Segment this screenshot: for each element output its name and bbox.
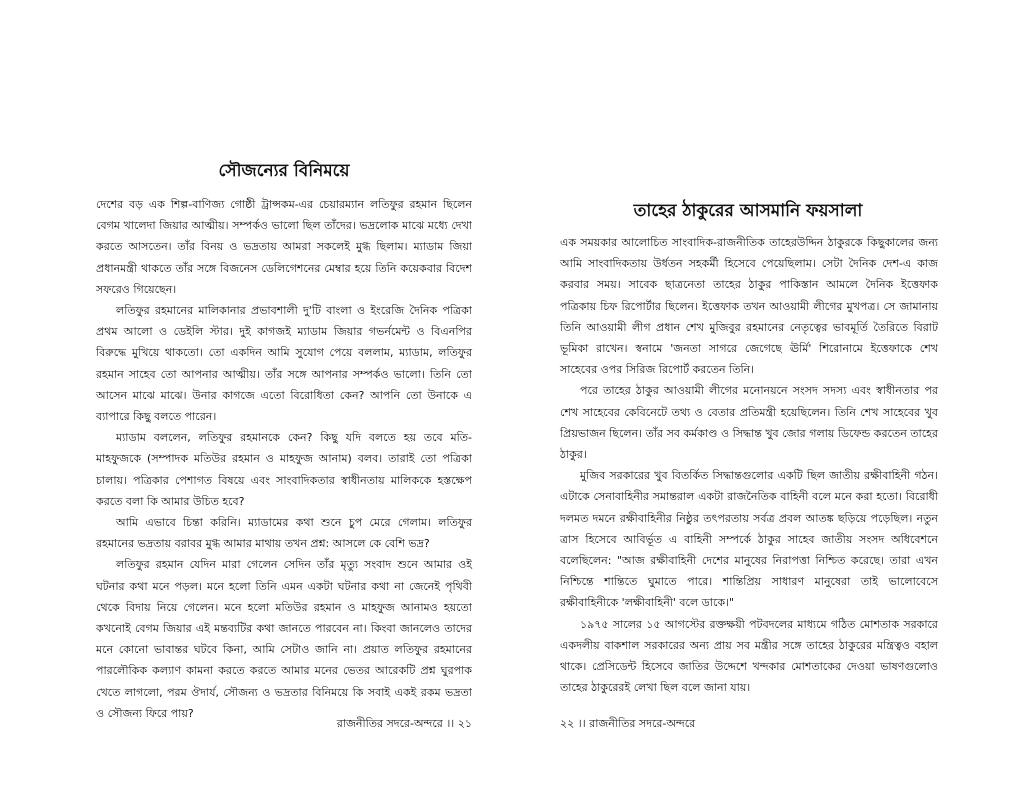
left-paragraph-2: লতিফুর রহমানের মালিকানার প্রভাবশালী দু'টি বাংলা ও ইংরেজি দৈনিক পত্রিকা প্রথম আলো ও ডেইলি স্টার। দুই কাগজই ম্যাডাম জিয়ার গভর্নমেন্ট ও বিএনপির বিরুদ্ধে মুখিয়ে থাকতো। তো একদিন আমি সুযোগ পেয়ে বললাম, ম্যাডাম, লতিফুর রহমান সাহেব তো আপনার আত্মীয়। তাঁর সঙ্গে আপনার সম্পর্কও ভালো। তিনি তো আসেন মাঝে মাঝে। উনার কাগজে এতো বিরোধিতা কেন? আপনি তো উনাকে এ ব্যাপারে কিছু বলতে পারেন।: [96, 304, 472, 424]
left-paragraph-4: আমি এভাবে চিন্তা করিনি। ম্যাডামের কথা শুনে চুপ মেরে গেলাম। লতিফুর রহমানের ভদ্রতায় বরাবর মুগ্ধ আমার মাথায় তখন প্রশ্ন: আসলে কে বেশি ভদ্র?: [96, 516, 472, 551]
right-page-body: [560, 232, 938, 698]
right-paragraph-3: মুজিব সরকারের খুব বিতর্কিত সিদ্ধান্তগুলোর একটি ছিল জাতীয় রক্ষীবাহিনী গঠন। এটাকে সেনাবাহিনীর সমান্তরাল একটা রাজনৈতিক বাহিনী বলে মনে করা হতো। বিরোধী দলমত দমনে রক্ষীবাহিনীর নিষ্ঠুর তৎপরতায় সর্বত্র প্রবল আতঙ্ক ছড়িয়ে পড়েছিল। নতুন ত্রাস হিসেবে আবির্ভূত এ বাহিনী সম্পর্কে ঠাকুর সাহেব জাতীয় সংসদ অধিবেশনে বলেছিলেন: "আজ রক্ষীবাহিনী দেশের মানুষের নিরাপত্তা নিশ্চিত করেছে। তারা এখন নিশ্চিন্তে শান্তিতে ঘুমাতে পারে। শান্তিপ্রিয় সাধারণ মানুষেরা তাই ভালোবেসে রক্ষীবাহিনীকে 'লক্ষীবাহিনী' বলে ডাকে।": [560, 469, 938, 610]
right-paragraph-4: ১৯৭৫ সালের ১৫ আগস্টের রক্তক্ষয়ী পটবদলের মাধ্যমে গঠিত মোশতাক সরকারে একদলীয় বাকশাল সরকারের অন্য প্রায় সব মন্ত্রীর সঙ্গে তাহের ঠাকুরের মন্ত্রিত্বও বহাল থাকে। প্রেসিডেন্ট হিসেবে জাতির উদ্দেশে খন্দকার মোশতাকের দেওয়া ভাষণগুলোও তাহের ঠাকুরেরই লেখা ছিল বলে জানা যায়।: [560, 617, 938, 695]
left-paragraph-5: লতিফুর রহমান যেদিন মারা গেলেন সেদিন তাঁর মৃত্যু সংবাদ শুনে আমার ওই ঘটনার কথা মনে পড়ল। মনে হলো তিনি এমন একটা ঘটনার কথা না জেনেই পৃথিবী থেকে বিদায় নিয়ে গেলেন। মনে হলো মতিউর রহমান ও মাহফুজ আনামও হয়তো কখনোই বেগম জিয়ার এই মন্তব্যটির কথা জানতে পারবেন না। কিংবা জানলেও তাদের মনে কোনো ভাবান্তর ঘটবে কিনা, আমি সেটাও জানি না। প্রয়াত লতিফুর রহমানের পারলৌকিক কল্যাণ কামনা করতে করতে আমার মনের ভেতর আরেকটি প্রশ্ন ঘুরপাক খেতে লাগলো, পরম ঔদার্য, সৌজন্য ও ভদ্রতার বিনিময়ে কি সবাই একই রকম ভদ্রতা ও সৌজন্য ফিরে পায়?: [96, 558, 472, 720]
right-page: [512, 0, 1024, 791]
left-page-body: [96, 194, 472, 724]
left-paragraph-1: দেশের বড় এক শিল্প-বাণিজ্য গোষ্ঠী ট্রান্সকম-এর চেয়ারম্যান লতিফুর রহমান ছিলেন বেগম খালেদা জিয়ার আত্মীয়। সম্পর্কও ভালো ছিল তাঁদের। ভদ্রলোক মাঝে মধ্যে দেখা করতে আসতেন। তাঁর বিনয় ও ভদ্রতায় আমরা সকলেই মুগ্ধ ছিলাম। ম্যাডাম জিয়া প্রধানমন্ত্রী থাকতে তাঁর সঙ্গে বিজনেস ডেলিগেশনের মেম্বার হয়ে তিনি কয়েকবার বিদেশ সফরেও গিয়েছেন।: [96, 198, 472, 296]
right-chapter-title: তাহের ঠাকুরের আসমানি ফয়সালা: [633, 201, 863, 221]
right-paragraph-2: পরে তাহের ঠাকুর আওয়ামী লীগের মনোনয়নে সংসদ সদস্য এবং স্বাধীনতার পর শেখ সাহেবের কেবিনেটে তথ্য ও বেতার প্রতিমন্ত্রী হয়েছিলেন। তিনি শেখ সাহেবের খুব প্রিয়ভাজন ছিলেন। তাঁর সব কর্মকাণ্ড ও সিদ্ধান্ত খুব জোর গলায় ডিফেন্ড করতেন তাহের ঠাকুর।: [560, 384, 938, 462]
right-page-footer: ২২ ।। রাজনীতির সদরে-অন্দরে: [560, 717, 696, 730]
left-paragraph-3: ম্যাডাম বললেন, লতিফুর রহমানকে কেন? কিছু যদি বলতে হয় তবে মতি-মাহফুজকে (সম্পাদক মতিউর রহমান ও মাহফুজ আনাম) বলব। তারাই তো পত্রিকা চালায়। পত্রিকার পেশাগত বিষয়ে এবং সাংবাদিকতার স্বাধীনতায় মালিককে হস্তক্ষেপ করতে বলা কি আমার উচিত হবে?: [96, 431, 472, 508]
left-chapter-title: সৌজন্যের বিনিময়ে: [218, 161, 350, 181]
left-page-footer: রাজনীতির সদরে-অন্দরে ।। ২১: [336, 717, 472, 730]
right-paragraph-1: এক সময়কার আলোচিত সাংবাদিক-রাজনীতিক তাহেরউদ্দিন ঠাকুরকে কিছুকালের জন্য আমি সাংবাদিকতায় উর্ধতন সহকর্মী হিসেবে পেয়েছিলাম। সেটা দৈনিক দেশ-এ কাজ করবার সময়। সাবেক ছাত্রনেতা তাহের ঠাকুর পাকিস্তান আমলে দৈনিক ইত্তেফাক পত্রিকায় চিফ রিপোর্টার ছিলেন। ইত্তেফাক তখন আওয়ামী লীগের মুখপত্র। সে জামানায় তিনি আওয়ামী লীগ প্রধান শেখ মুজিবুর রহমানের নেতৃত্বের ভাবমূর্তি তৈরিতে বিরাট ভূমিকা রাখেন। স্বনামে 'জনতা সাগরে জেগেছে ঊর্মি' শিরোনামে ইত্তেফাকে শেখ সাহেবের ওপর সিরিজ রিপোর্ট করতেন তিনি।: [560, 236, 938, 377]
